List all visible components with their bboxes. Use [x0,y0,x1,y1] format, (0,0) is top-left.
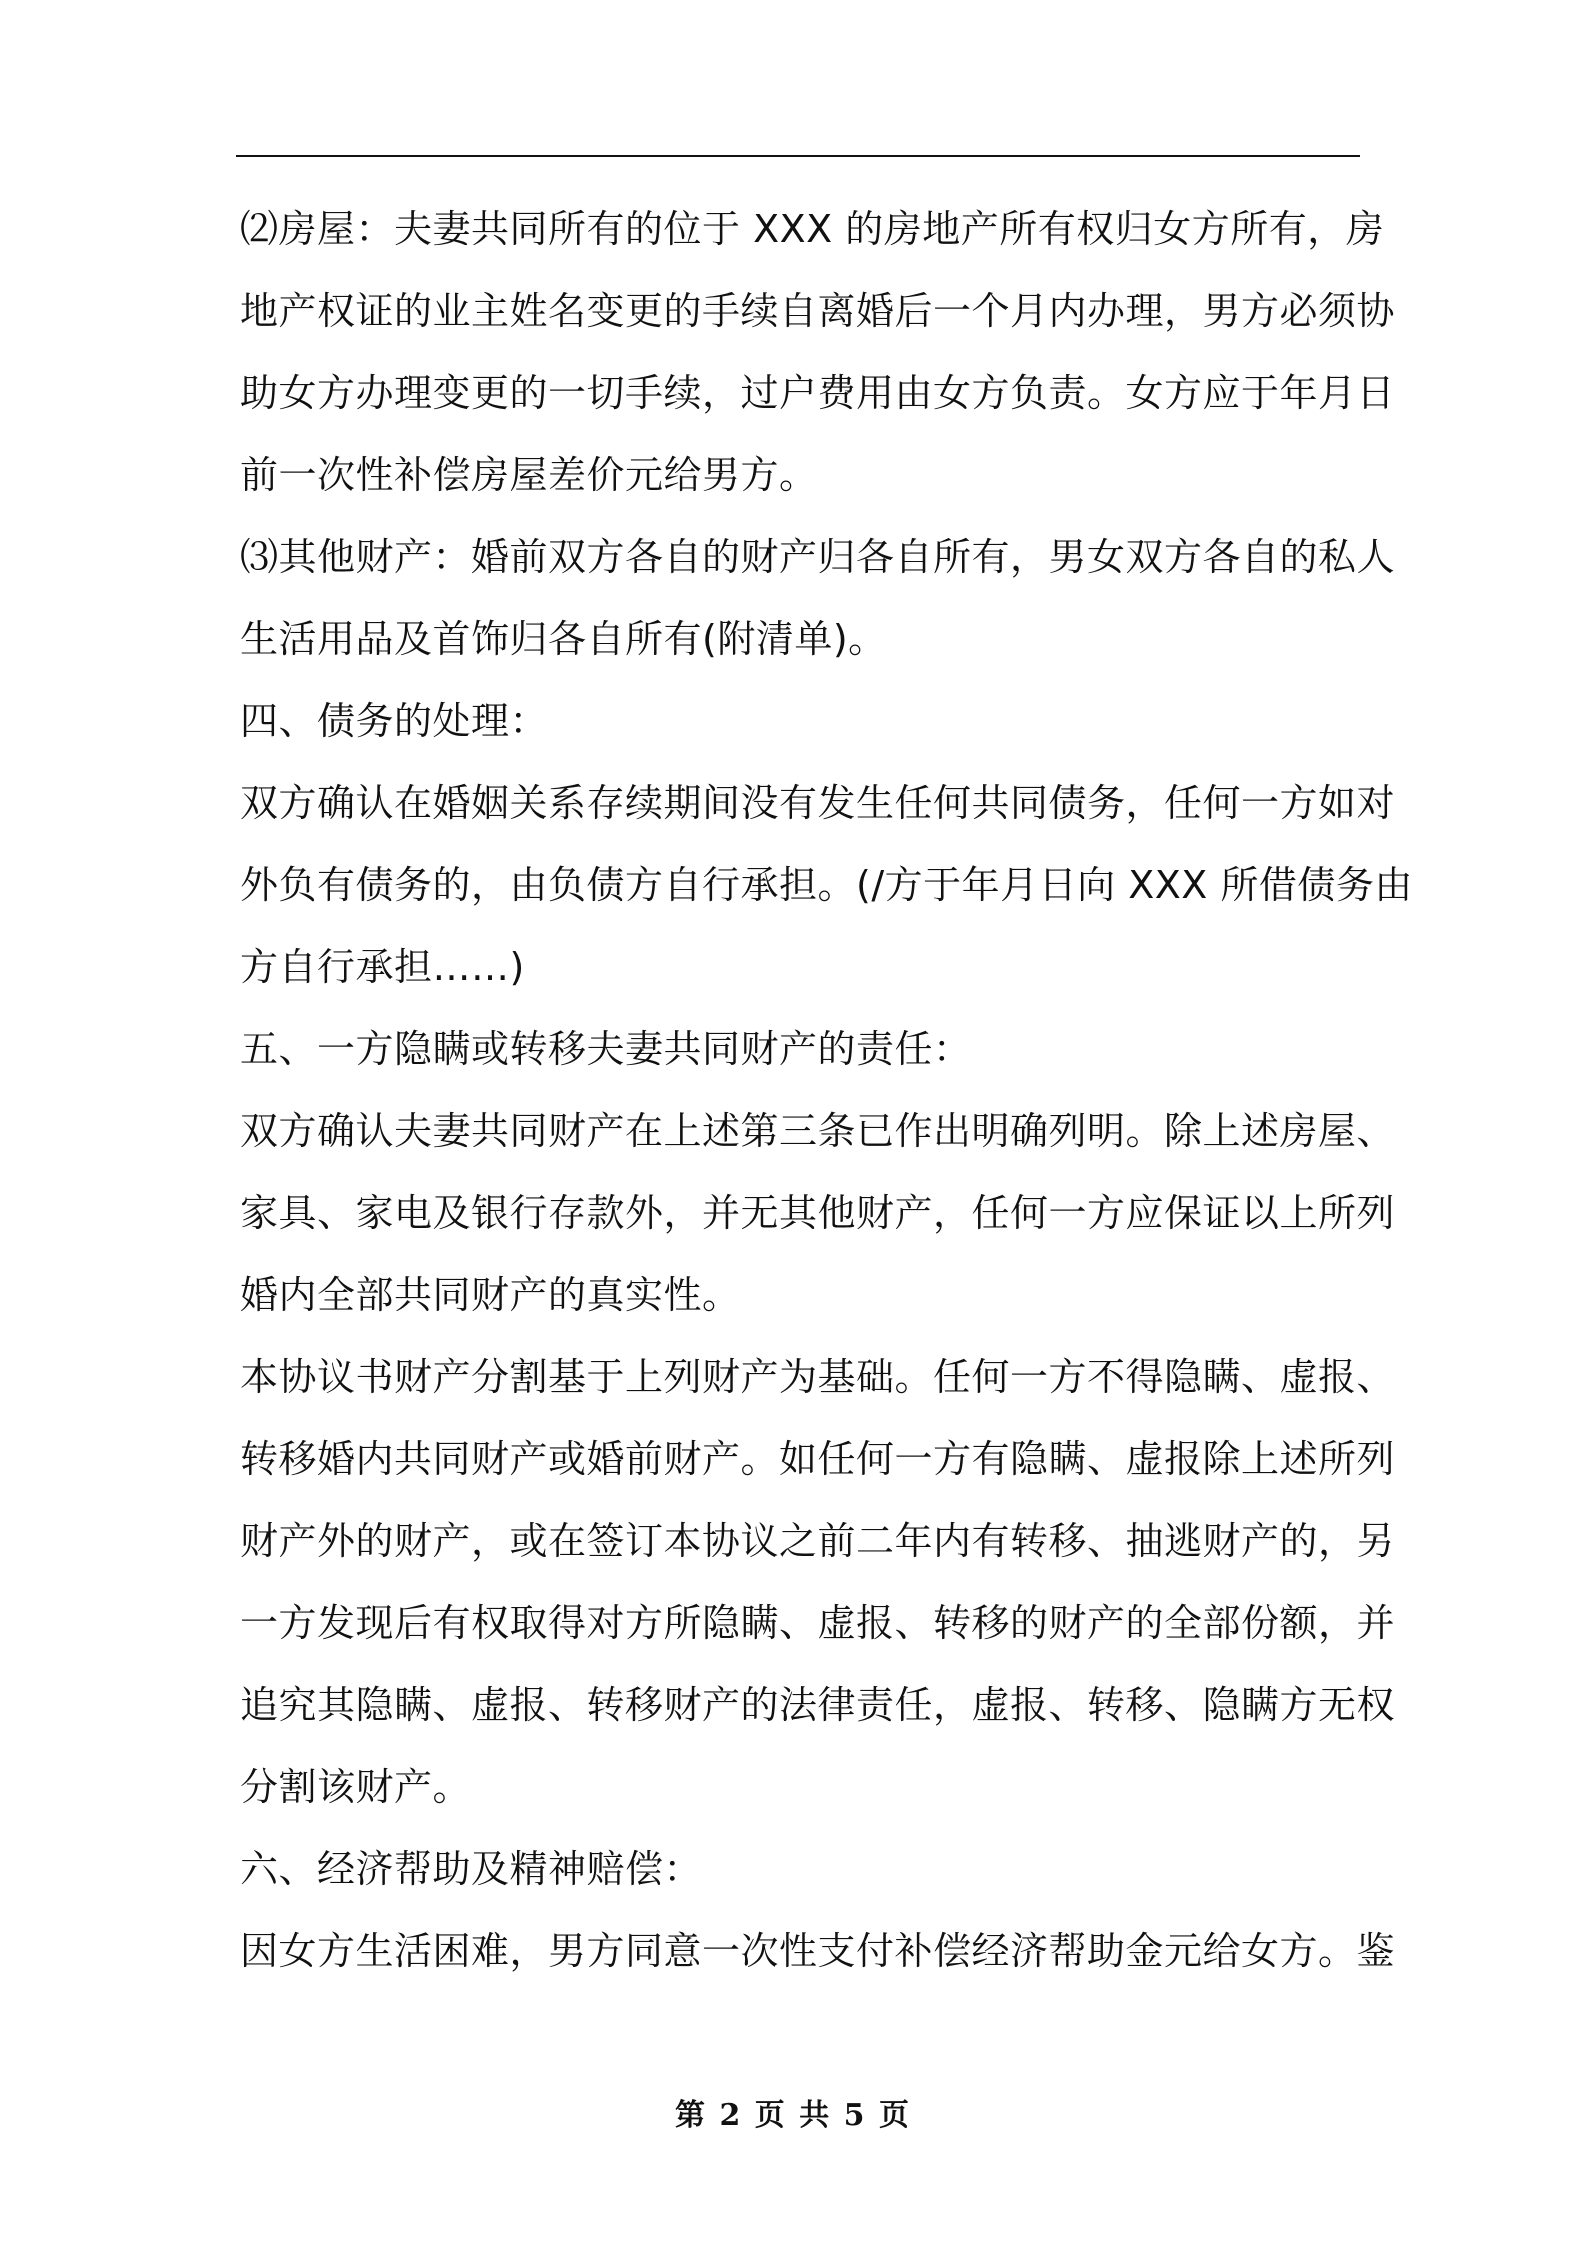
text-line: 双方确认在婚姻关系存续期间没有发生任何共同债务，任何一方如对 [240,781,1396,825]
text-line: 双方确认夫妻共同财产在上述第三条已作出明确列明。除上述房屋、 [240,1109,1396,1153]
document-body [240,188,1413,1992]
text-line: 生活用品及首饰归各自所有(附清单)。 [240,617,887,661]
text-line: 因女方生活困难，男方同意一次性支付补偿经济帮助金元给女方。鉴 [240,1929,1396,1973]
text-line: 分割该财产。 [240,1765,472,1809]
text-line: ⑵房屋：夫妻共同所有的位于 XXX 的房地产所有权归女方所有，房 [240,207,1385,251]
text-line: 转移婚内共同财产或婚前财产。如任何一方有隐瞒、虚报除上述所列 [240,1437,1396,1481]
text-line: 财产外的财产，或在签订本协议之前二年内有转移、抽逃财产的，另 [240,1519,1396,1563]
text-line: 前一次性补偿房屋差价元给男方。 [240,453,818,497]
text-line: 助女方办理变更的一切手续，过户费用由女方负责。女方应于年月日 [240,371,1396,415]
text-line: 一方发现后有权取得对方所隐瞒、虚报、转移的财产的全部份额，并 [240,1601,1396,1645]
header-rule [236,155,1360,157]
text-line: 五、一方隐瞒或转移夫妻共同财产的责任： [240,1027,972,1071]
text-line: 方自行承担……) [240,945,525,989]
text-line: 外负有债务的，由负债方自行承担。(/方于年月日向 XXX 所借债务由 [240,863,1413,907]
page-footer: 第 2 页 共 5 页 [675,2098,911,2133]
text-line: ⑶其他财产：婚前双方各自的财产归各自所有，男女双方各自的私人 [240,535,1396,579]
text-line: 六、经济帮助及精神赔偿： [240,1847,703,1891]
text-line: 本协议书财产分割基于上列财产为基础。任何一方不得隐瞒、虚报、 [240,1355,1396,1399]
text-line: 地产权证的业主姓名变更的手续自离婚后一个月内办理，男方必须协 [240,289,1396,333]
text-line: 四、债务的处理： [240,699,549,743]
text-line: 家具、家电及银行存款外，并无其他财产，任何一方应保证以上所列 [240,1191,1396,1235]
text-line: 婚内全部共同财产的真实性。 [240,1273,741,1317]
text-line: 追究其隐瞒、虚报、转移财产的法律责任，虚报、转移、隐瞒方无权 [240,1683,1396,1727]
